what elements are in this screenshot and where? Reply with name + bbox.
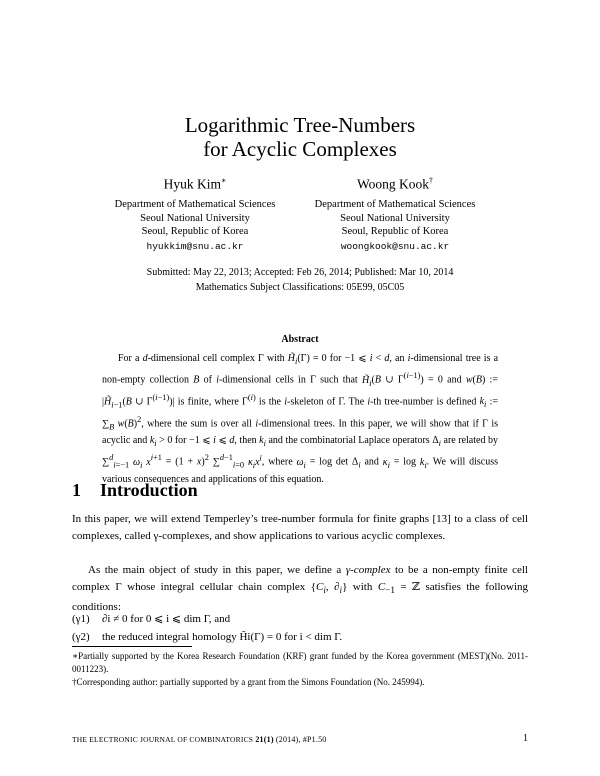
paper-title-line-1: Logarithmic Tree-Numbers: [184, 113, 416, 137]
paper-title-line-2: for Acyclic Complexes: [203, 137, 397, 161]
subject-classifications: Mathematics Subject Classifications: 05E99, 05C05: [195, 282, 405, 293]
affiliation-dept-1: Department of Mathematical Sciences: [114, 199, 276, 210]
author-affiliation-1: [90, 198, 300, 239]
author-email-2[interactable]: woongkook@snu.ac.kr: [340, 241, 450, 252]
author-email-1[interactable]: hyukkim@snu.ac.kr: [146, 241, 244, 252]
journal-name: THE ELECTRONIC JOURNAL OF COMBINATORICS: [72, 735, 254, 744]
condition-text-2: the reduced integral homology H̃i(Γ) = 0 for i < dim Γ.: [102, 631, 343, 643]
affiliation-univ-1: Seoul National University: [140, 212, 250, 224]
journal-issue: (2014), #P1.50: [275, 735, 327, 744]
journal-footer: [72, 735, 326, 744]
affiliation-country-1: Seoul, Republic of Korea: [141, 226, 249, 237]
author-name-2: Woong Kook†: [356, 176, 434, 192]
author-name-1: Hyuk Kim∗: [163, 176, 227, 192]
submission-dates: Submitted: May 22, 2013; Accepted: Feb 26, 2014; Published: Mar 10, 2014: [146, 267, 454, 278]
affiliation-dept-2: Department of Mathematical Sciences: [314, 199, 476, 210]
footnote-rule: [72, 646, 192, 647]
condition-text-1: ∂i ≠ 0 for 0 ⩽ i ⩽ dim Γ, and: [102, 613, 231, 625]
condition-label-1: (γ1): [72, 613, 90, 625]
section-number: 1: [72, 480, 81, 500]
condition-gamma-2: [72, 631, 528, 643]
affiliation-country-2: Seoul, Republic of Korea: [341, 226, 449, 237]
page-number: 1: [523, 733, 528, 744]
condition-gamma-1: [72, 612, 528, 625]
condition-label-2: (γ2): [72, 631, 90, 643]
author-affiliation-2: [290, 198, 500, 239]
affiliation-univ-2: Seoul National University: [340, 212, 450, 224]
section-heading-introduction: [72, 480, 198, 501]
footnote-2: †Corresponding author: partially supported by a grant from the Simons Foundation (No. 245994).: [72, 677, 425, 687]
abstract-heading: Abstract: [281, 334, 319, 345]
journal-volume: 21(1): [255, 735, 274, 744]
abstract-text: For a d-dimensional cell complex Γ with $H̃_i(\Gamma) = 0$ for −1 ⩽ i < d, an i-dimensional tree is a non-empty collection B of i-dimensional cells in Γ such that $H̃_i(B$ ∪ $\Gamma^{(i-1)}) = 0$ and w(B) := $|H̃_{i-1}(B$ ∪ $\Gamma^{(i-1)})|$ is finite, where $\Gamma^{(i)}$ is the i-skeleton of Γ. The i-th tree-number is defined $k_i$ := $\sum_B$ $w(B)^2$, where the sum is over all i-dimensional trees. In this paper, we will show that if Γ is acyclic and $k_i > 0$ for −1 ⩽ i ⩽ d, then $k_i$ and the combinatorial Laplace operators $\Delta_i$ are related by ∑$^d_{i=-1}$ $\omega_i$ $x^{i+1} = (1 + x)^2$ ∑$^{d-1}_{i=0}$ $\kappa_ix^i$, where $\omega_i = \log \det \Delta_i$ and $\kappa_i = \log k_i$. We will discuss various consequences and applications of this equation.: [102, 353, 499, 486]
section-title: Introduction: [100, 480, 198, 500]
intro-paragraph-1: In this paper, we will extend Temperley’s tree-number formula for finite graphs [13] to a class of cell complexes, called γ-complexes, and show applications to various acyclic complexes.: [72, 513, 528, 542]
intro-paragraph-2: As the main object of study in this paper, we define a γ-complex to be a non-empty finite cell complex Γ whose integral cellular chain complex {$C_i$, $\partial_i$} with $C_{-1}$ = ℤ satisfies the following conditions:: [72, 564, 529, 614]
footnote-1: ∗Partially supported by the Korea Research Foundation (KRF) grant funded by the Korea government (MEST)(No. 2011-0011223).: [72, 651, 528, 674]
